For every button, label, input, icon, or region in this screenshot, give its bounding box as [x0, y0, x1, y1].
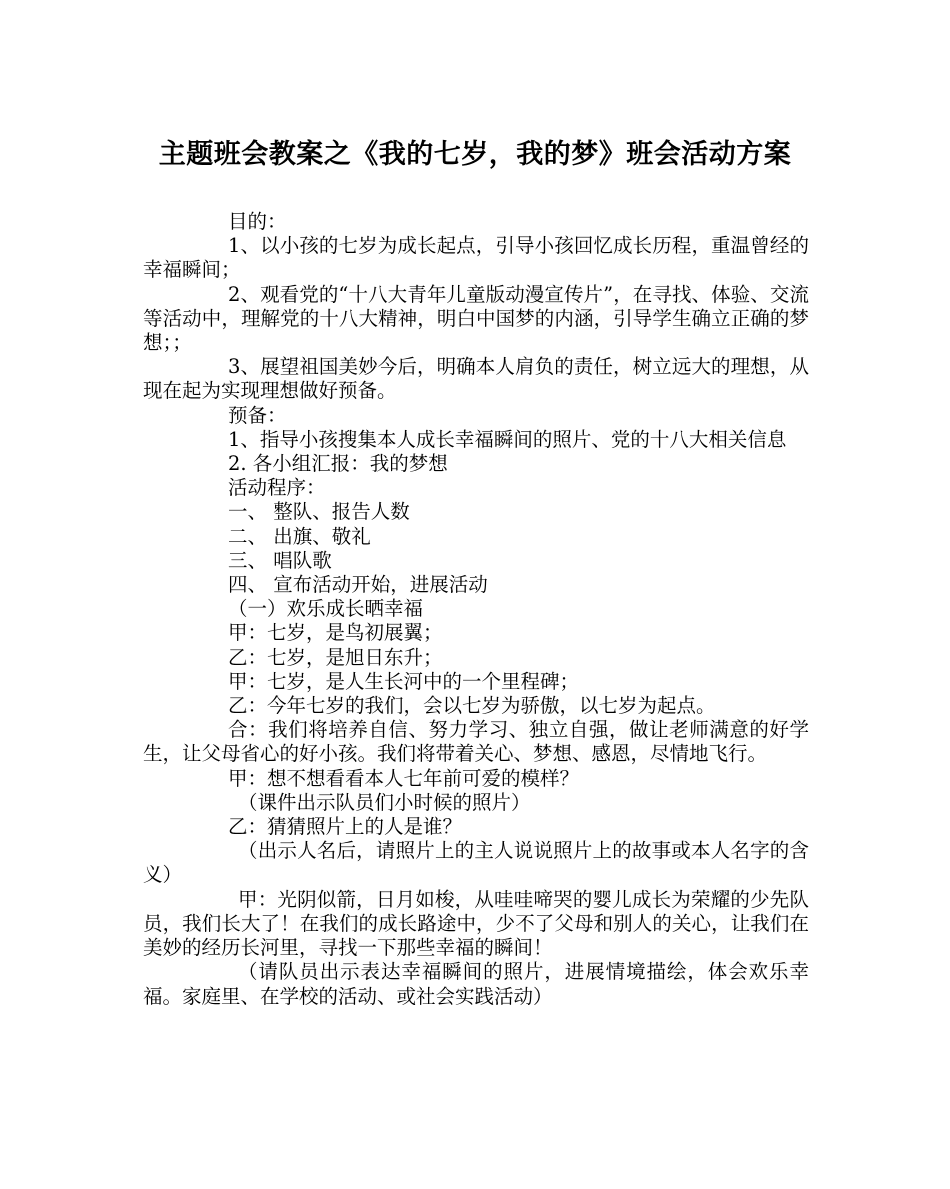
section-heading-purpose: 目的：	[228, 210, 287, 233]
paragraph: 2. 各小组汇报：我的梦想	[228, 452, 448, 476]
document-title: 主题班会教案之《我的七岁，我的梦》班会活动方案	[158, 139, 792, 170]
list-item: 一、 整队、报告人数	[228, 500, 410, 524]
stage-direction: （出示人名后，请照片上的主人说说照片上的故事或本人名字的含义）	[143, 839, 809, 887]
dialogue-line: 乙：猜猜照片上的人是谁？	[228, 815, 463, 839]
paragraph: 1、指导小孩搜集本人成长幸福瞬间的照片、党的十八大相关信息	[228, 427, 787, 451]
dialogue-line: 甲：七岁，是鸟初展翼；	[228, 621, 443, 645]
subsection-heading: （一）欢乐成长晒幸福	[228, 597, 424, 621]
dialogue-line: 甲：想不想看看本人七年前可爱的模样？	[228, 766, 580, 790]
dialogue-line: 合：我们将培养自信、努力学习、独立自强，做让老师满意的好学生，让父母省心的好小孩。我们将带着关心、梦想、感恩，尽情地飞行。	[143, 718, 809, 766]
list-item: 二、 出旗、敬礼	[228, 524, 371, 548]
list-item: 四、 宣布活动开始，进展活动	[228, 573, 488, 597]
paragraph: 1、以小孩的七岁为成长起点，引导小孩回忆成长历程，重温曾经的幸福瞬间；	[143, 234, 809, 282]
section-heading-procedure: 活动程序：	[228, 476, 326, 500]
document-body	[143, 210, 809, 1009]
dialogue-line: 甲：光阴似箭，日月如梭，从哇哇啼哭的婴儿成长为荣耀的少先队员，我们长大了！在我们的成长路途中，少不了父母和别人的关心，让我们在美妙的经历长河里，寻找一下那些幸福的瞬间！	[143, 887, 809, 960]
stage-direction: （课件出示队员们小时候的照片）	[238, 790, 531, 814]
paragraph: 2、观看党的“十八大青年儿童版动漫宣传片”，在寻找、体验、交流等活动中，理解党的十八大精神，明白中国梦的内涵，引导学生确立正确的梦想；；	[143, 282, 809, 355]
paragraph: 3、展望祖国美妙今后，明确本人肩负的责任，树立远大的理想，从现在起为实现理想做好预备。	[143, 355, 809, 403]
dialogue-line: 乙：今年七岁的我们，会以七岁为骄傲，以七岁为起点。	[228, 694, 716, 718]
list-item: 三、 唱队歌	[228, 548, 332, 572]
section-heading-preparation: 预备：	[228, 403, 287, 427]
dialogue-line: 甲：七岁，是人生长河中的一个里程碑；	[228, 669, 580, 693]
dialogue-line: 乙：七岁，是旭日东升；	[228, 645, 443, 669]
stage-direction: （请队员出示表达幸福瞬间的照片，进展情境描绘，体会欢乐幸福。家庭里、在学校的活动、或社会实践活动）	[143, 960, 809, 1008]
